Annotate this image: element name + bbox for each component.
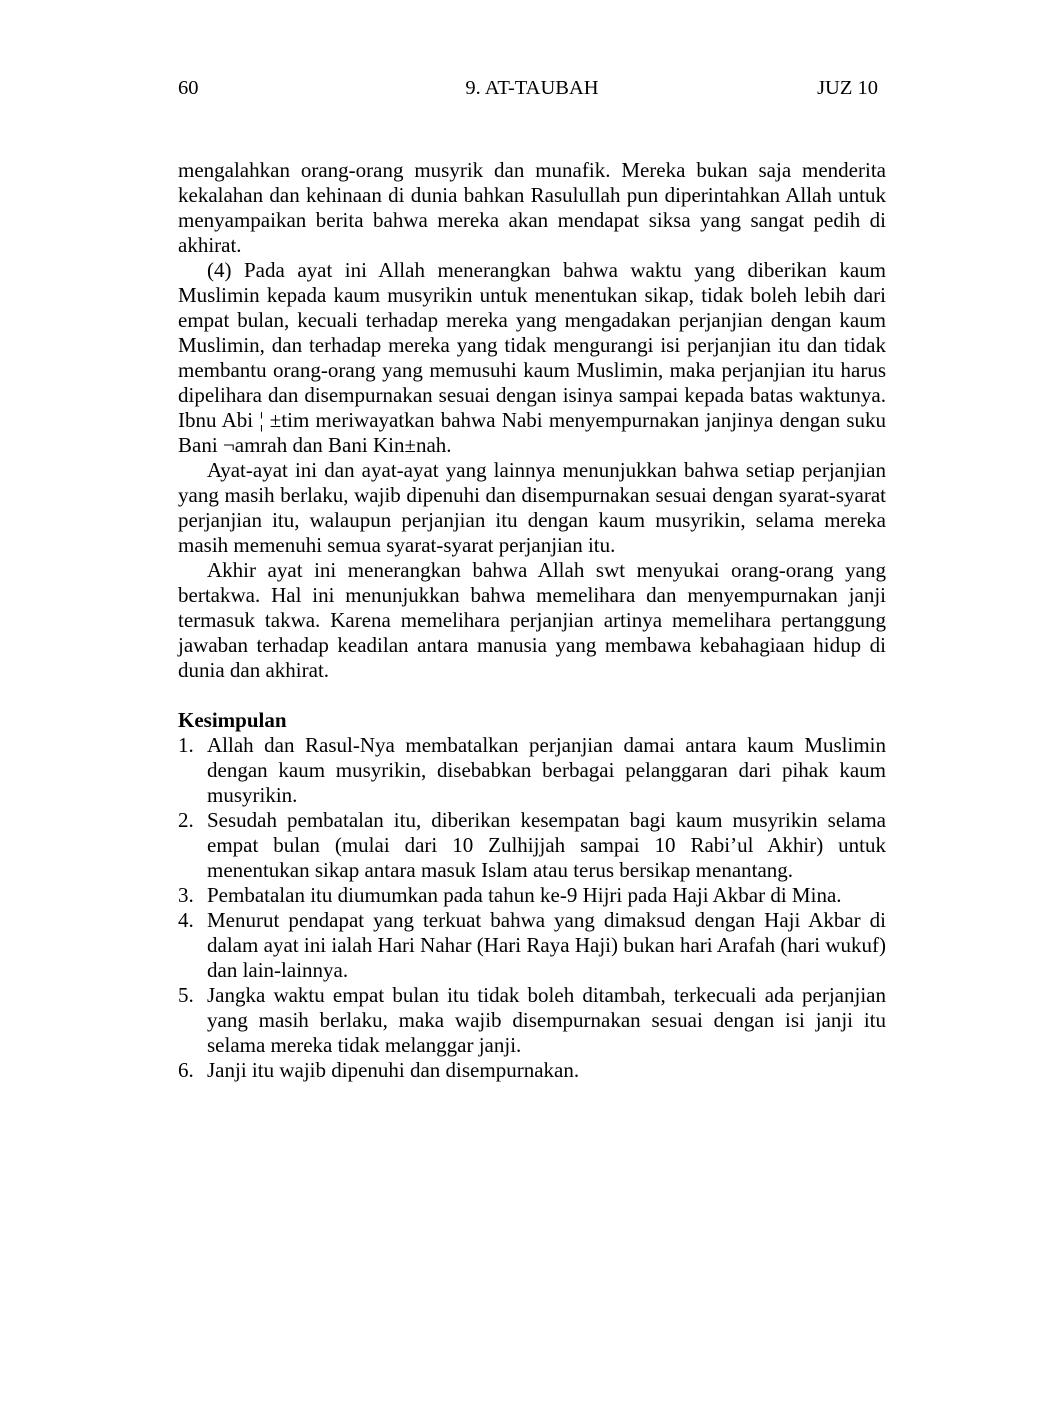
list-item	[178, 883, 886, 908]
list-number: 2.	[178, 808, 194, 832]
list-text: Menurut pendapat yang terkuat bahwa yang dimaksud dengan Haji Akbar di dalam ayat ini ialah Hari Nahar (Hari Raya Haji) bukan hari Arafah (hari wukuf) dan lain-lainnya.	[207, 908, 886, 982]
running-header	[178, 74, 886, 102]
chapter-title: 9. AT-TAUBAH	[465, 77, 599, 99]
list-item	[178, 1058, 886, 1083]
list-text: Pembatalan itu diumumkan pada tahun ke-9 Hijri pada Haji Akbar di Mina.	[207, 883, 842, 907]
list-number: 4.	[178, 908, 194, 932]
list-text: Janji itu wajib dipenuhi dan disempurnakan.	[207, 1058, 580, 1082]
paragraph-agreements: Ayat-ayat ini dan ayat-ayat yang lainnya menunjukkan bahwa setiap perjanjian yang masih berlaku, wajib dipenuhi dan disempurnakan sesuai dengan syarat-syarat perjanjian itu, walaupun perjanjian itu dengan kaum musyrikin, selama mereka masih memenuhi semua syarat-syarat perjanjian itu.	[178, 458, 886, 557]
page-number: 60	[178, 77, 199, 99]
list-text: Jangka waktu empat bulan itu tidak boleh ditambah, terkecuali ada perjanjian yang masih berlaku, maka wajib disempurnakan sesuai dengan isi janji itu selama mereka tidak melanggar janji.	[207, 983, 886, 1057]
paragraph-continuation: mengalahkan orang-orang musyrik dan munafik. Mereka bukan saja menderita kekalahan dan kehinaan di dunia bahkan Rasulullah pun diperintahkan Allah untuk menyampaikan berita bahwa mereka akan mendapat siksa yang sangat pedih di akhirat.	[178, 158, 886, 257]
list-item	[178, 908, 886, 983]
conclusion-list	[178, 733, 886, 1083]
list-text: Allah dan Rasul-Nya membatalkan perjanjian damai antara kaum Muslimin dengan kaum musyrikin, disebabkan berbagai pelanggaran dari pihak kaum musyrikin.	[207, 733, 886, 807]
list-text: Sesudah pembatalan itu, diberikan kesempatan bagi kaum musyrikin selama empat bulan (mulai dari 10 Zulhijjah sampai 10 Rabi’ul Akhir) untuk menentukan sikap antara masuk Islam atau terus bersikap menantang.	[207, 808, 886, 882]
juz-label: JUZ 10	[817, 77, 878, 99]
list-number: 6.	[178, 1058, 194, 1082]
list-item	[178, 983, 886, 1058]
list-item	[178, 733, 886, 808]
section-heading-kesimpulan: Kesimpulan	[178, 708, 287, 732]
paragraph-verse-4: (4) Pada ayat ini Allah menerangkan bahwa waktu yang diberikan kaum Muslimin kepada kaum musyrikin untuk menentukan sikap, tidak boleh lebih dari empat bulan, kecuali terhadap mereka yang mengadakan perjanjian dengan kaum Muslimin, dan terhadap mereka yang tidak mengurangi isi perjanjian itu dan tidak membantu orang-orang yang memusuhi kaum Muslimin, maka perjanjian itu harus dipelihara dan disempurnakan sesuai dengan isinya sampai kepada batas waktunya. Ibnu Abi ¦ ±tim meriwayatkan bahwa Nabi menyempurnakan janjinya dengan suku Bani ¬amrah dan Bani Kin±nah.	[178, 258, 886, 457]
paragraph-taqwa: Akhir ayat ini menerangkan bahwa Allah swt menyukai orang-orang yang bertakwa. Hal ini menunjukkan bahwa memelihara dan menyempurnakan janji termasuk takwa. Karena memelihara perjanjian artinya memelihara pertanggung jawaban terhadap keadilan antara manusia yang membawa kebahagiaan hidup di dunia dan akhirat.	[178, 558, 886, 682]
list-number: 1.	[178, 733, 194, 757]
body-text	[178, 158, 886, 1083]
list-number: 3.	[178, 883, 194, 907]
list-item	[178, 808, 886, 883]
list-number: 5.	[178, 983, 194, 1007]
